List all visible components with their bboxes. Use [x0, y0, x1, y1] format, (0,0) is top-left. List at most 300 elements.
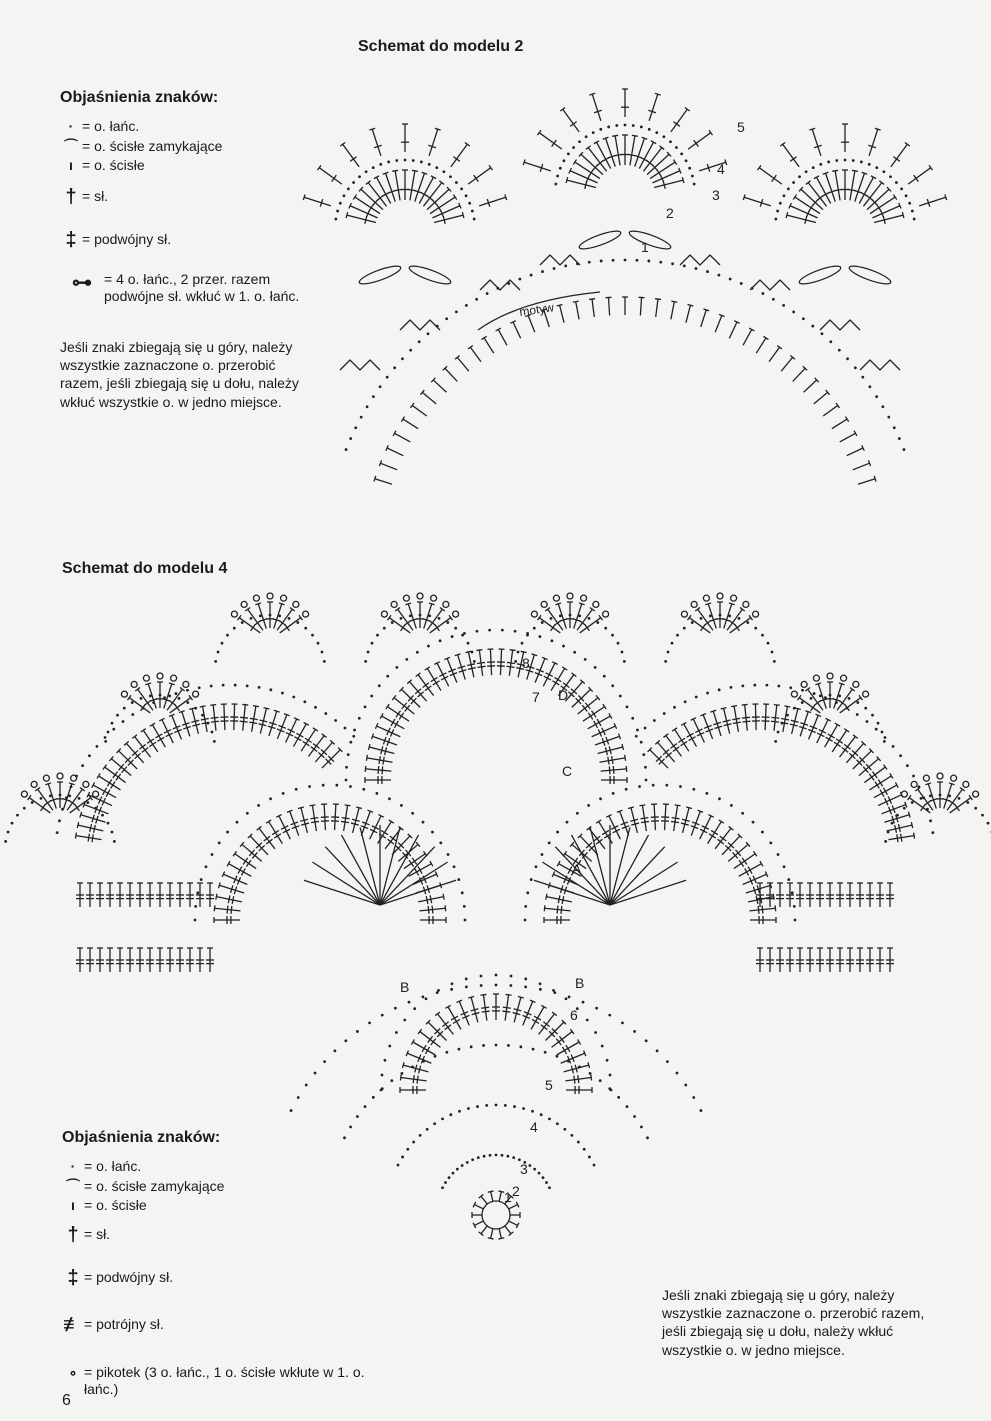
- stitch-top: [80, 812, 82, 818]
- stitch-mark: [509, 1205, 518, 1209]
- picot: [801, 681, 807, 687]
- chain-dot: [476, 630, 479, 633]
- reference-letter: B: [400, 979, 410, 995]
- stitch-bar: [428, 1036, 433, 1042]
- chain-dot: [829, 694, 832, 697]
- zigzag-chain: [860, 360, 900, 370]
- stitch-bar: [502, 1011, 510, 1012]
- chain-dot: [899, 754, 902, 757]
- chain-dot: [569, 614, 572, 617]
- chain-dot: [624, 124, 627, 127]
- chain-dot: [533, 1168, 536, 1171]
- chain-dot: [644, 727, 647, 730]
- chain-dot: [387, 161, 390, 164]
- stitch-top: [775, 905, 776, 911]
- chain-dot: [59, 794, 62, 797]
- chain-dot: [535, 865, 538, 868]
- stitch-top: [742, 704, 748, 705]
- reference-letter: D: [558, 687, 569, 703]
- stitch-mark: [395, 433, 411, 442]
- stitch-bar: [756, 896, 758, 904]
- stitch-bar: [341, 821, 349, 822]
- stitch-bar: [111, 782, 115, 789]
- row-number: 7: [532, 689, 540, 705]
- spoke: [380, 828, 400, 905]
- stitch-bar: [878, 780, 882, 787]
- chain-dot: [615, 124, 618, 127]
- chain-dot: [684, 700, 687, 703]
- stitch-mark: [919, 197, 946, 206]
- stitch-mark: [498, 330, 507, 346]
- chain-dot: [539, 988, 542, 991]
- stitch-bar: [748, 867, 752, 874]
- stitch-top: [589, 93, 595, 95]
- chain-dot: [78, 797, 81, 800]
- stitch-top: [579, 603, 585, 605]
- chain-dot: [246, 812, 249, 815]
- chain-dot: [431, 831, 434, 834]
- picot: [391, 601, 397, 607]
- chain-dot: [875, 395, 878, 398]
- picot: [827, 673, 833, 679]
- chain-dot: [811, 325, 814, 328]
- chain-dot: [648, 128, 651, 131]
- chain-dot: [451, 982, 454, 985]
- chain-dot: [468, 202, 471, 205]
- chain-dot: [787, 878, 790, 881]
- legend-text: = pikotek (3 o. łańc., 1 o. ścisłe wkłute w 1. o. łańc.): [84, 1363, 365, 1397]
- stitch-bar: [431, 677, 438, 681]
- chain-dot: [717, 274, 720, 277]
- stitch-top: [875, 128, 881, 130]
- double-crochet-symbol: †: [67, 1223, 79, 1246]
- stitch-bar: [433, 681, 440, 685]
- legend-text: = sł.: [84, 1226, 111, 1243]
- chain-dot: [911, 210, 914, 213]
- chain-dot: [848, 697, 851, 700]
- stitch-bar: [474, 175, 479, 181]
- stitch-bar: [238, 867, 242, 874]
- chain-dot: [257, 804, 260, 807]
- stitch-bar: [467, 664, 475, 666]
- chain-dot: [706, 692, 709, 695]
- stitch-bar: [671, 821, 679, 822]
- chain-dot: [378, 684, 381, 687]
- row-number: 1: [504, 1189, 512, 1205]
- picot: [43, 775, 49, 781]
- chain-dot: [222, 684, 225, 687]
- stitch-bar: [211, 717, 219, 718]
- chain-dot: [563, 1128, 566, 1131]
- chain-dot: [517, 651, 520, 654]
- stitch-top: [546, 894, 547, 900]
- stitch-bar: [75, 804, 80, 810]
- chain-dot: [211, 853, 214, 856]
- chain-dot: [513, 1105, 516, 1108]
- chain-dot: [884, 840, 887, 843]
- leaf-cluster: [848, 263, 893, 287]
- stitch-mark: [858, 479, 875, 485]
- chain-dot: [746, 621, 749, 624]
- diagram-title-model-4: Schemat do modelu 4: [62, 560, 228, 577]
- stitch-top: [588, 1062, 590, 1068]
- stitch-mark: [783, 144, 799, 167]
- chain-dot: [903, 807, 906, 810]
- chain-dot: [371, 642, 374, 645]
- stitch-top: [805, 711, 811, 713]
- picot: [531, 611, 537, 617]
- stitch-bar: [612, 756, 613, 764]
- stitch-mark: [793, 368, 805, 381]
- chain-dot: [829, 340, 832, 343]
- chain-dot: [533, 627, 536, 630]
- chain-dot: [524, 986, 527, 989]
- picot: [593, 601, 599, 607]
- chain-dot: [631, 717, 634, 720]
- stitch-bar: [139, 744, 145, 749]
- stitch-mark: [491, 1229, 493, 1239]
- chain-dot: [644, 766, 647, 769]
- stitch-bar: [689, 737, 696, 741]
- chain-stitch-symbol: ·: [70, 1158, 76, 1174]
- chain-dot: [582, 1001, 585, 1004]
- chain-dot: [416, 651, 419, 654]
- picot: [21, 791, 27, 797]
- chain-dot: [178, 697, 181, 700]
- stitch-bar: [482, 1011, 490, 1012]
- chain-dot: [11, 822, 14, 825]
- stitch-bar: [588, 713, 592, 720]
- chain-dot: [550, 617, 553, 620]
- picot: [553, 595, 559, 601]
- stitch-mark: [170, 698, 191, 713]
- stitch-bar: [228, 895, 230, 903]
- chain-dot: [450, 988, 453, 991]
- legend-text: = o. łańc.: [82, 118, 140, 134]
- chain-dot: [729, 278, 732, 281]
- chain-dot: [761, 292, 764, 295]
- chain-dot: [358, 717, 361, 720]
- chain-dot: [186, 701, 189, 704]
- chain-dot: [626, 705, 629, 708]
- chain-dot: [772, 298, 775, 301]
- chain-dot: [612, 259, 615, 262]
- chain-dot: [774, 740, 777, 743]
- chain-dot: [465, 194, 468, 197]
- stitch-mark: [872, 206, 899, 218]
- legend-text: = 4 o. łańc., 2 przer. razem podwójne sł. wkłuć w 1. o. łańc.: [104, 270, 300, 304]
- chain-dot: [476, 1105, 479, 1108]
- stitch-mark: [812, 129, 821, 156]
- stitch-top: [216, 894, 217, 900]
- chain-dot: [514, 660, 517, 663]
- stitch-top: [557, 305, 563, 306]
- chain-dot: [435, 166, 438, 169]
- stitch-bar: [717, 839, 723, 844]
- stitch-top: [703, 309, 709, 311]
- chain-dot: [812, 166, 815, 169]
- picot: [183, 681, 189, 687]
- stitch-bar: [613, 766, 614, 774]
- chain-dot: [475, 298, 478, 301]
- stitch-bar: [597, 719, 601, 726]
- chain-dot: [380, 1089, 383, 1092]
- stitch-top: [786, 212, 787, 218]
- stitch-bar: [246, 860, 251, 867]
- chain-dot: [461, 891, 464, 894]
- chain-dot: [802, 317, 805, 320]
- chain-dot: [669, 140, 672, 143]
- stitch-top: [45, 783, 51, 785]
- chain-dot: [495, 1154, 498, 1157]
- chain-dot: [295, 788, 298, 791]
- chain-dot: [314, 706, 317, 709]
- stitch-bar: [311, 821, 319, 822]
- stitch-bar: [541, 1025, 547, 1030]
- chain-dot: [366, 405, 369, 408]
- chain-dot: [895, 181, 898, 184]
- chain-dot: [489, 1154, 492, 1157]
- chain-dot: [379, 385, 382, 388]
- chain-dot: [530, 274, 533, 277]
- chain-dot: [213, 740, 216, 743]
- stitch-mark: [347, 215, 376, 222]
- slip-stitch-closing-symbol: ⌒: [64, 137, 78, 154]
- chain-dot: [495, 974, 498, 977]
- chain-dot: [234, 684, 237, 687]
- stitch-bar: [732, 718, 740, 719]
- stitch-bar: [543, 1022, 549, 1027]
- chain-dot: [31, 801, 34, 804]
- chain-dot: [633, 1115, 636, 1118]
- zigzag-chain: [820, 320, 860, 330]
- picot: [293, 601, 299, 607]
- chain-dot: [856, 713, 859, 716]
- stitch-mark: [950, 798, 971, 813]
- chain-dot: [559, 167, 562, 170]
- stitch-bar: [834, 742, 841, 746]
- stitch-top: [612, 135, 618, 136]
- chain-dot: [521, 642, 524, 645]
- reference-letter: C: [562, 763, 573, 779]
- chain-dot: [773, 660, 776, 663]
- chain-dot: [624, 259, 627, 262]
- stitch-top: [815, 683, 821, 685]
- chain-dot: [303, 700, 306, 703]
- stitch-bar: [641, 821, 649, 822]
- chain-dot: [568, 996, 571, 999]
- chain-dot: [599, 128, 602, 131]
- stitch-bar: [412, 858, 417, 865]
- stitch-mark: [592, 299, 594, 317]
- stitch-mark: [468, 168, 491, 184]
- legend-title: Objaśnienia znaków:: [60, 89, 219, 106]
- chain-dot: [400, 617, 403, 620]
- chain-dot: [665, 784, 668, 787]
- legend-title: Objaśnienia znaków:: [62, 1129, 221, 1146]
- chain-dot: [439, 639, 442, 642]
- picot: [813, 675, 819, 681]
- zigzag-chain: [680, 255, 720, 265]
- chain-dot: [116, 714, 119, 717]
- stitch-top: [218, 882, 220, 888]
- chain-dot: [281, 692, 284, 695]
- stitch-top: [253, 706, 259, 707]
- chain-dot: [205, 865, 208, 868]
- chain-dot: [691, 175, 694, 178]
- picot: [717, 593, 723, 599]
- stitch-mark: [387, 448, 403, 456]
- stitch-bar: [507, 666, 515, 667]
- chain-dot: [718, 688, 721, 691]
- chain-dot: [619, 695, 622, 698]
- chain-dot: [397, 1164, 400, 1167]
- chain-dot: [308, 785, 311, 788]
- chain-dot: [358, 175, 361, 178]
- row-number: 5: [545, 1077, 553, 1093]
- picot: [443, 601, 449, 607]
- chain-dot: [418, 340, 421, 343]
- stitch-top: [345, 805, 351, 806]
- chain-dot: [345, 779, 348, 782]
- treble-crochet-symbol: ‡: [67, 1266, 79, 1289]
- stitch-bar: [274, 834, 281, 838]
- stitch-bar: [507, 662, 515, 663]
- stitch-mark: [588, 148, 606, 172]
- chain-dot: [767, 642, 770, 645]
- chain-dot: [455, 181, 458, 184]
- stitch-bar: [409, 860, 414, 867]
- stitch-bar: [570, 122, 576, 127]
- stitch-mark: [560, 305, 564, 322]
- stitch-bar: [428, 906, 429, 914]
- stitch-mark: [563, 109, 579, 132]
- chain-dot: [601, 1045, 604, 1048]
- legend-text: = o. ścisłe zamykające: [82, 137, 223, 154]
- stitch-bar: [559, 1036, 564, 1042]
- stitch-bar: [417, 1076, 418, 1084]
- chain-dot: [753, 684, 756, 687]
- chain-dot: [411, 812, 414, 815]
- chain-dot: [198, 686, 201, 689]
- chain-dot: [131, 701, 134, 704]
- chain-dot: [501, 1154, 504, 1157]
- chain-dot: [514, 630, 517, 633]
- picot: [923, 775, 929, 781]
- chain-dot: [510, 975, 513, 978]
- picot: [253, 595, 259, 601]
- chain-dot: [684, 1084, 687, 1087]
- picot: [281, 595, 287, 601]
- chain-dot: [912, 775, 915, 778]
- slip-stitch-closing-symbol: ⌒: [66, 1177, 80, 1194]
- chain-dot: [288, 617, 291, 620]
- chain-dot: [453, 865, 456, 868]
- stitch-top: [774, 705, 780, 706]
- stitch-mark: [850, 171, 855, 201]
- chain-dot: [860, 161, 863, 164]
- chain-dot: [545, 1181, 548, 1184]
- chain-dot: [577, 1141, 580, 1144]
- chain-dot: [892, 745, 895, 748]
- stitch-top: [264, 708, 270, 709]
- chain-dot: [526, 891, 529, 894]
- stitch-bar: [313, 744, 319, 749]
- stitch-mark: [799, 698, 820, 713]
- chain-dot: [81, 764, 84, 767]
- stitch-top: [521, 651, 527, 652]
- chain-dot: [782, 304, 785, 307]
- chain-dot: [433, 1122, 436, 1125]
- chain-dot: [211, 731, 214, 734]
- stitch-bar: [709, 834, 716, 838]
- stitch-top: [405, 603, 411, 605]
- chain-dot: [584, 658, 587, 661]
- stitch-bar: [574, 1076, 575, 1084]
- chain-dot: [676, 1072, 679, 1075]
- chain-dot: [740, 282, 743, 285]
- stitch-mark: [759, 168, 782, 184]
- chain-dot: [194, 919, 197, 922]
- stitch-mark: [457, 357, 468, 371]
- chain-dot: [781, 722, 784, 725]
- chain-dot: [353, 729, 356, 732]
- stitch-bar: [240, 717, 248, 718]
- stitch-top: [309, 805, 315, 806]
- chain-dot: [345, 766, 348, 769]
- chain-dot: [455, 310, 458, 313]
- stitch-bar: [250, 718, 258, 719]
- stitch-bar: [285, 624, 290, 630]
- chain-dot: [345, 448, 348, 451]
- stitch-mark: [433, 380, 446, 392]
- stitch-mark: [368, 183, 386, 207]
- stitch-bar: [107, 780, 111, 787]
- chain-dot: [896, 814, 899, 817]
- chain-dot: [524, 905, 527, 908]
- chain-dot: [426, 1128, 429, 1131]
- chain-stitch-symbol: ·: [68, 118, 74, 134]
- chain-dot: [368, 1021, 371, 1024]
- stitch-top: [642, 137, 648, 139]
- double-crochet-symbol: †: [65, 185, 77, 208]
- stitch-bar: [826, 737, 833, 741]
- stitch-bar: [332, 175, 337, 181]
- chain-dot: [405, 658, 408, 661]
- chain-dot: [334, 218, 337, 221]
- chain-dot: [123, 707, 126, 710]
- stitch-bar: [739, 860, 744, 867]
- stitch-mark: [474, 1205, 483, 1209]
- chain-dot: [107, 731, 110, 734]
- chain-dot: [23, 807, 26, 810]
- chain-dot: [334, 719, 337, 722]
- chain-dot: [813, 692, 816, 695]
- stitch-mark: [744, 197, 771, 206]
- chain-dot: [321, 651, 324, 654]
- chain-dot: [783, 194, 786, 197]
- chain-dot: [544, 1051, 547, 1054]
- stitch-bar: [378, 766, 379, 774]
- chain-dot: [676, 634, 679, 637]
- picot: [121, 691, 127, 697]
- row-number: 2: [666, 205, 674, 221]
- leaf-cluster: [358, 263, 403, 287]
- chain-dot: [419, 1134, 422, 1137]
- stitch-mark: [874, 215, 903, 222]
- chain-dot: [542, 1176, 545, 1179]
- chain-dot: [68, 794, 71, 797]
